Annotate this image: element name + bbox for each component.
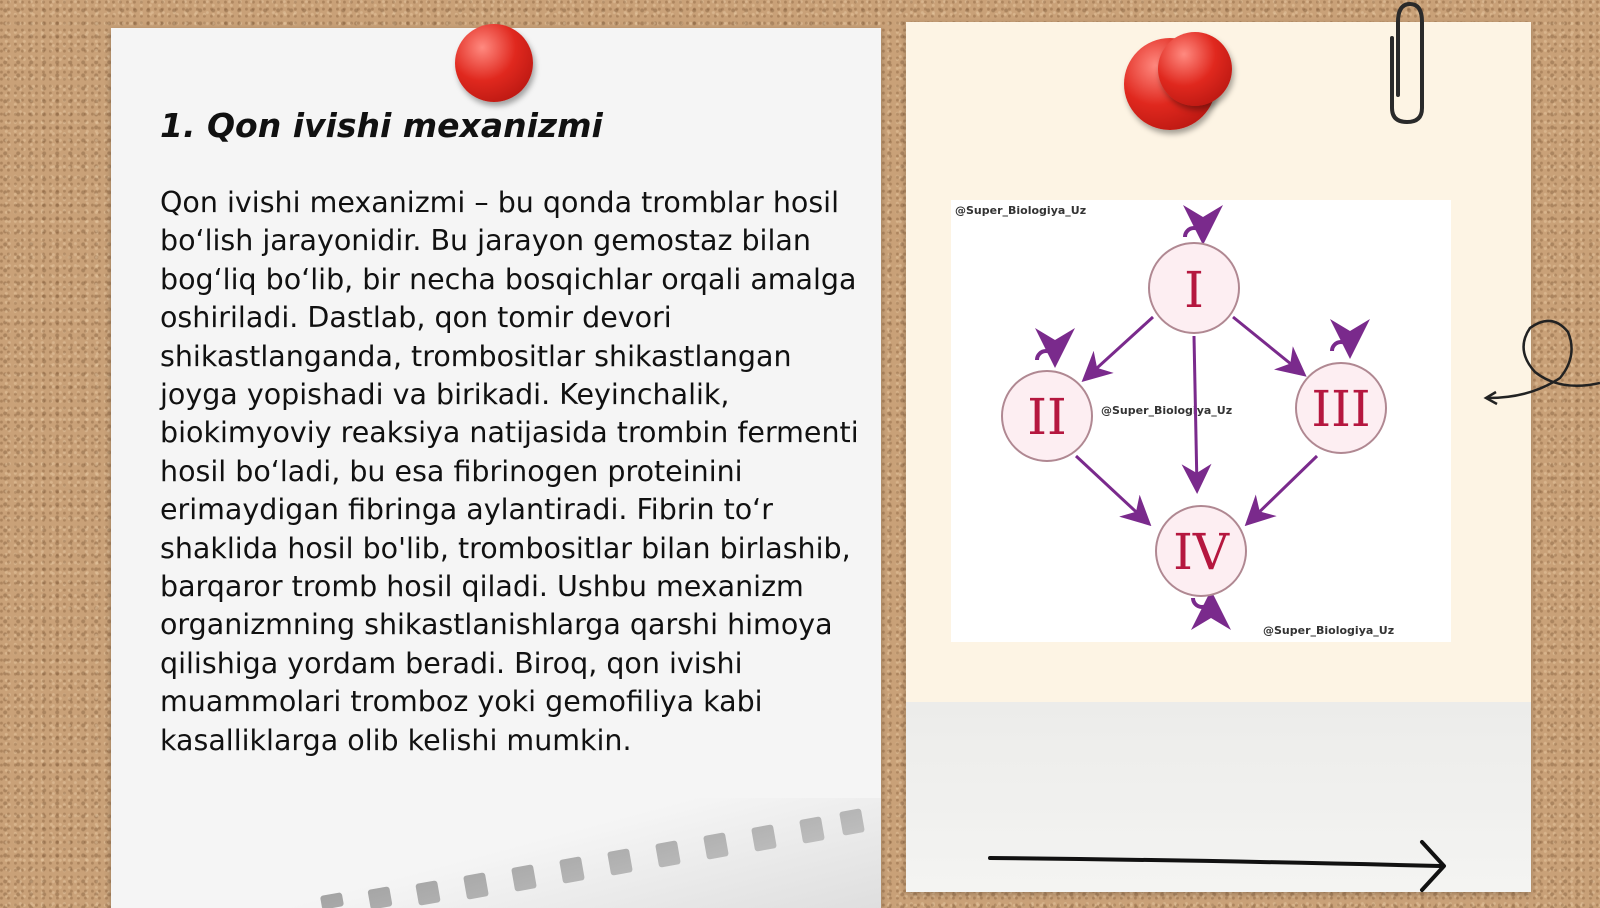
arrow-i-to-ii xyxy=(1086,317,1153,378)
self-loop-ii xyxy=(1037,351,1055,360)
watermark-bottom-right: @Super_Biologiya_Uz xyxy=(1263,624,1395,637)
node-iii xyxy=(1296,363,1386,453)
watermark-top-left: @Super_Biologiya_Uz xyxy=(955,204,1087,217)
self-loop-i xyxy=(1185,228,1203,237)
torn-notebook-holes xyxy=(311,798,871,908)
arrow-i-to-iv xyxy=(1194,336,1197,488)
watermark-center: @Super_Biologiya_Uz xyxy=(1101,404,1233,417)
node-ii-label: II xyxy=(1027,388,1067,446)
arrow-i-to-iii xyxy=(1233,317,1302,373)
self-loop-iv xyxy=(1193,598,1211,607)
coagulation-stages-diagram xyxy=(951,200,1451,642)
node-iii-label: III xyxy=(1311,380,1371,438)
self-loop-iii xyxy=(1332,342,1350,351)
node-ii xyxy=(1002,371,1092,461)
arrow-ii-to-iv xyxy=(1076,456,1147,522)
node-iv-label: IV xyxy=(1173,523,1229,581)
node-i xyxy=(1149,243,1239,333)
red-pushpin-left-icon xyxy=(455,24,533,102)
note-title: 1. Qon ivishi mexanizmi xyxy=(160,106,603,145)
node-iv xyxy=(1156,506,1246,596)
red-pushpin-right-front-icon xyxy=(1158,32,1232,106)
paper-lower-section xyxy=(906,702,1531,892)
text-note-paper xyxy=(111,28,881,908)
note-paragraph: Qon ivishi mexanizmi – bu qonda tromblar hosil bo‘lish jarayonidir. Bu jarayon gemostaz bilan bog‘liq bo‘lib, bir necha bosqichlar orqali amalga oshiriladi. Dastlab, qon tomir devori shikastlanganda, trombositlar shikastlangan joyga yopishadi va birikadi. Keyinchalik, biokimyoviy reaksiya natijasida trombin fermenti hosil bo‘ladi, bu esa fibrinogen proteinini erimaydigan fibringa aylantiradi. Fibrin to‘r shaklida hosil bo'lib, trombositlar bilan birlashib, barqaror tromb hosil qiladi. Ushbu mexanizm organizmning shikastlanishlarga qarshi himoya qilishiga yordam beradi. Biroq, qon ivishi muammolari tromboz yoki gemofiliya kabi kasalliklarga olib kelishi mumkin. xyxy=(160,186,859,757)
arrow-iii-to-iv xyxy=(1249,456,1317,522)
node-i-label: I xyxy=(1184,261,1204,319)
diagram-canvas xyxy=(951,200,1451,642)
